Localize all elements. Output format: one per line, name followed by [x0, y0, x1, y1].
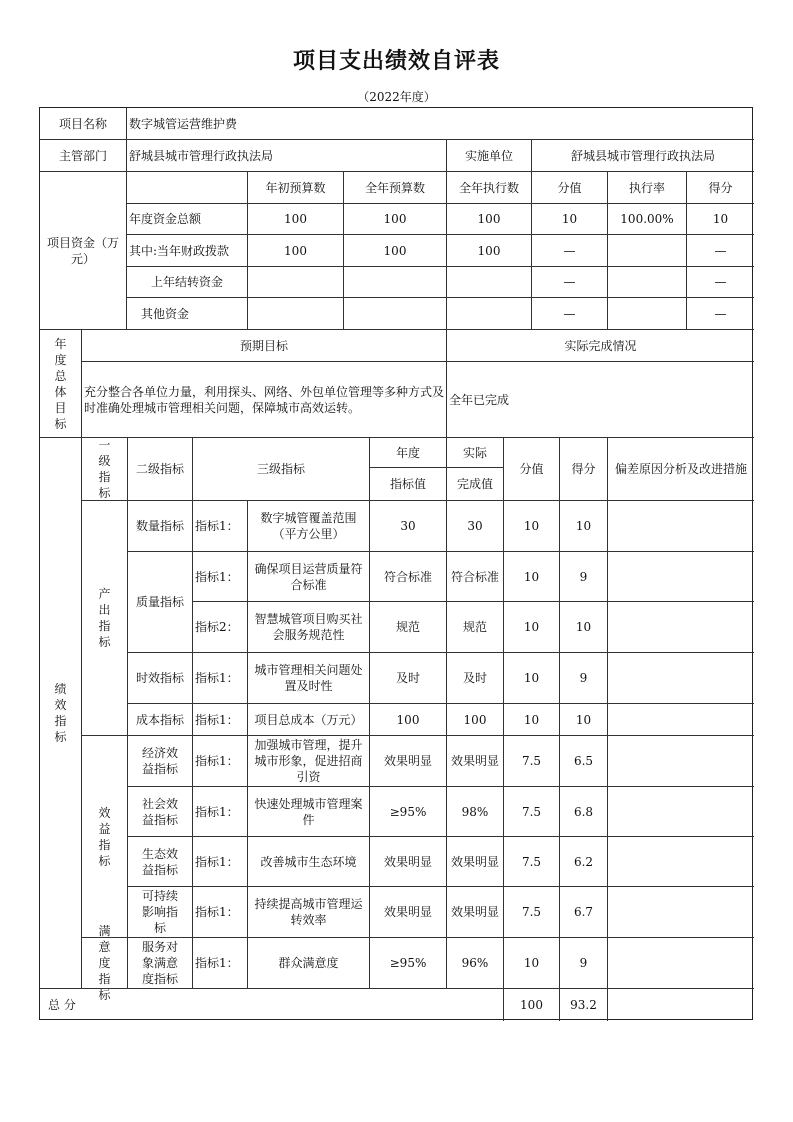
- funds-cell: 100: [248, 204, 344, 235]
- indicator-score: 10: [560, 704, 608, 736]
- indicator-name: 快速处理城市管理案件: [248, 787, 370, 837]
- project-name-value: 数字城管运营维护费: [127, 108, 754, 140]
- level2-cell: 社会效益指标: [128, 787, 193, 837]
- dept-value: 舒城县城市管理行政执法局: [127, 140, 447, 172]
- indicator-score-value: 10: [504, 938, 560, 989]
- indicator-analysis: [608, 704, 754, 736]
- indicator-target: 效果明显: [370, 837, 447, 887]
- indicator-analysis: [608, 501, 754, 552]
- indicator-score-value: 7.5: [504, 736, 560, 787]
- indicator-actual: 及时: [447, 653, 504, 704]
- total-score: 93.2: [560, 989, 608, 1021]
- indicator-index: 指标1：: [193, 837, 248, 887]
- funds-cell: —: [532, 235, 608, 267]
- indicator-actual: 效果明显: [447, 887, 504, 938]
- impl-label: 实施单位: [447, 140, 532, 172]
- funds-label: 项目资金（万元）: [40, 172, 127, 330]
- indicator-name: 改善城市生态环境: [248, 837, 370, 887]
- indicator-analysis: [608, 653, 754, 704]
- header-annual-top: 年度: [370, 438, 447, 468]
- funds-col-header: 得分: [687, 172, 754, 204]
- indicator-score: 6.5: [560, 736, 608, 787]
- funds-cell: —: [532, 267, 608, 298]
- indicator-index: 指标1：: [193, 552, 248, 602]
- indicator-index: 指标1：: [193, 938, 248, 989]
- funds-cell: —: [532, 298, 608, 330]
- level2-cell: 数量指标: [128, 501, 193, 552]
- indicator-target: 效果明显: [370, 887, 447, 938]
- goals-expected-header: 预期目标: [82, 330, 447, 362]
- indicator-score: 6.8: [560, 787, 608, 837]
- indicator-target: 30: [370, 501, 447, 552]
- header-level3: 三级指标: [193, 438, 370, 501]
- indicator-analysis: [608, 787, 754, 837]
- indicator-score-value: 10: [504, 602, 560, 653]
- indicator-target: 符合标准: [370, 552, 447, 602]
- project-name-label: 项目名称: [40, 108, 127, 140]
- page-title: 项目支出绩效自评表: [292, 48, 500, 74]
- total-score-value: 100: [504, 989, 560, 1021]
- indicator-score: 10: [560, 501, 608, 552]
- funds-col-header: 分值: [532, 172, 608, 204]
- indicator-actual: 100: [447, 704, 504, 736]
- indicator-name: 确保项目运营质量符合标准: [248, 552, 370, 602]
- indicator-score: 9: [560, 653, 608, 704]
- indicator-name: 数字城管覆盖范围（平方公里）: [248, 501, 370, 552]
- header-score: 得分: [560, 438, 608, 501]
- indicator-name: 加强城市管理，提升城市形象，促进招商引资: [248, 736, 370, 787]
- total-label: 总 分: [40, 989, 504, 1021]
- indicator-target: ≥95%: [370, 938, 447, 989]
- funds-cell: 100: [447, 235, 532, 267]
- funds-col-header: 执行率: [608, 172, 687, 204]
- header-level1: 一级指标: [82, 438, 128, 501]
- goals-expected-text: 充分整合各单位力量，利用探头、网络、外包单位管理等多种方式及时准确处理城市管理相关问题，保障城市高效运转。: [82, 362, 447, 438]
- goals-label: 年度总体目标: [40, 330, 82, 438]
- indicator-score-value: 10: [504, 552, 560, 602]
- funds-cell: [447, 267, 532, 298]
- funds-cell: —: [687, 235, 754, 267]
- indicator-analysis: [608, 736, 754, 787]
- funds-cell: [608, 235, 687, 267]
- indicator-analysis: [608, 552, 754, 602]
- indicator-score-value: 10: [504, 704, 560, 736]
- indicator-target: 及时: [370, 653, 447, 704]
- goals-actual-header: 实际完成情况: [447, 330, 754, 362]
- funds-cell: 100: [447, 204, 532, 235]
- indicator-analysis: [608, 837, 754, 887]
- indicator-analysis: [608, 938, 754, 989]
- indicator-score: 10: [560, 602, 608, 653]
- indicator-score: 6.7: [560, 887, 608, 938]
- funds-cell: 10: [532, 204, 608, 235]
- indicator-target: ≥95%: [370, 787, 447, 837]
- funds-cell: 100: [344, 235, 447, 267]
- level1-satisfaction: 满意度指标: [82, 938, 128, 989]
- indicator-name: 项目总成本（万元）: [248, 704, 370, 736]
- indicator-index: 指标1：: [193, 501, 248, 552]
- indicator-target: 效果明显: [370, 736, 447, 787]
- header-actual-top: 实际: [447, 438, 504, 468]
- indicator-analysis: [608, 602, 754, 653]
- dept-label: 主管部门: [40, 140, 127, 172]
- indicator-name: 持续提高城市管理运转效率: [248, 887, 370, 938]
- header-level2: 二级指标: [128, 438, 193, 501]
- level2-cell: 质量指标: [128, 552, 193, 653]
- indicator-index: 指标2：: [193, 602, 248, 653]
- indicator-target: 规范: [370, 602, 447, 653]
- funds-cell: [248, 267, 344, 298]
- indicator-score: 9: [560, 938, 608, 989]
- indicator-score-value: 10: [504, 653, 560, 704]
- indicator-actual: 效果明显: [447, 837, 504, 887]
- funds-cell: 100: [344, 204, 447, 235]
- indicator-score: 6.2: [560, 837, 608, 887]
- funds-cell: [344, 298, 447, 330]
- indicator-index: 指标1：: [193, 704, 248, 736]
- funds-cell: [447, 298, 532, 330]
- header-actual-bottom: 完成值: [447, 468, 504, 501]
- funds-col-header: 年初预算数: [248, 172, 344, 204]
- goals-actual-text: 全年已完成: [447, 362, 754, 438]
- evaluation-table: [39, 107, 753, 1020]
- level2-cell: 时效指标: [128, 653, 193, 704]
- indicators-section-label: 绩效指标: [40, 438, 82, 989]
- indicator-index: 指标1：: [193, 653, 248, 704]
- level1-benefit: 效益指标: [82, 736, 128, 938]
- funds-cell: 10: [687, 204, 754, 235]
- indicator-score: 9: [560, 552, 608, 602]
- level2-cell: 成本指标: [128, 704, 193, 736]
- funds-cell: —: [687, 298, 754, 330]
- indicator-actual: 98%: [447, 787, 504, 837]
- funds-row-name: 年度资金总额: [127, 204, 248, 235]
- funds-cell: [608, 298, 687, 330]
- indicator-index: 指标1：: [193, 887, 248, 938]
- indicator-actual: 符合标准: [447, 552, 504, 602]
- funds-cell: [248, 298, 344, 330]
- funds-cell: 100.00%: [608, 204, 687, 235]
- level1-output: 产出指标: [82, 501, 128, 736]
- year-subtitle: （2022年度）: [357, 90, 436, 104]
- indicator-target: 100: [370, 704, 447, 736]
- level2-cell: 经济效益指标: [128, 736, 193, 787]
- funds-cell: 100: [248, 235, 344, 267]
- indicator-index: 指标1：: [193, 787, 248, 837]
- funds-col-header: 全年执行数: [447, 172, 532, 204]
- indicator-score-value: 7.5: [504, 887, 560, 938]
- indicator-score-value: 7.5: [504, 787, 560, 837]
- funds-col-header: 全年预算数: [344, 172, 447, 204]
- funds-cell: —: [687, 267, 754, 298]
- impl-value: 舒城县城市管理行政执法局: [532, 140, 754, 172]
- indicator-actual: 30: [447, 501, 504, 552]
- funds-row-name: 其他资金: [127, 298, 248, 330]
- indicator-actual: 规范: [447, 602, 504, 653]
- header-annual-bottom: 指标值: [370, 468, 447, 501]
- indicator-index: 指标1：: [193, 736, 248, 787]
- level2-cell: 可持续影响指标: [128, 887, 193, 938]
- total-analysis: [608, 989, 754, 1021]
- indicator-score-value: 7.5: [504, 837, 560, 887]
- indicator-actual: 效果明显: [447, 736, 504, 787]
- indicator-name: 城市管理相关问题处置及时性: [248, 653, 370, 704]
- level2-cell: 服务对象满意度指标: [128, 938, 193, 989]
- funds-row-name: 上年结转资金: [127, 267, 248, 298]
- funds-cell: [344, 267, 447, 298]
- funds-row-name: 其中:当年财政拨款: [127, 235, 248, 267]
- header-score-value: 分值: [504, 438, 560, 501]
- indicator-analysis: [608, 887, 754, 938]
- indicator-actual: 96%: [447, 938, 504, 989]
- indicator-name: 群众满意度: [248, 938, 370, 989]
- header-analysis: 偏差原因分析及改进措施: [608, 438, 754, 501]
- indicator-name: 智慧城管项目购买社会服务规范性: [248, 602, 370, 653]
- level2-cell: 生态效益指标: [128, 837, 193, 887]
- funds-cell: [608, 267, 687, 298]
- funds-header-blank: [127, 172, 248, 204]
- indicator-score-value: 10: [504, 501, 560, 552]
